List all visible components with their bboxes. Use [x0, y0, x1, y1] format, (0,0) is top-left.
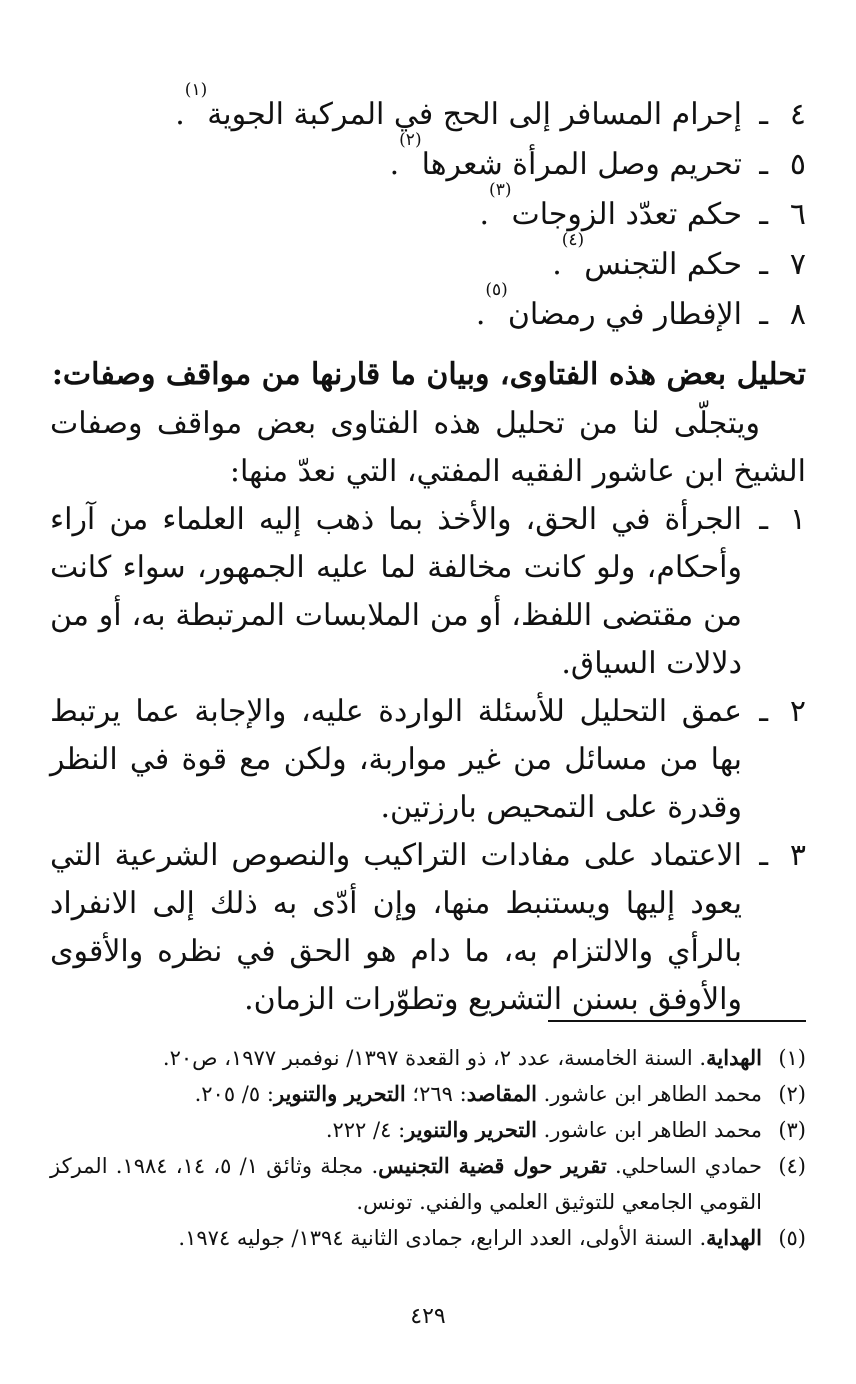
footnote-text: [50, 1112, 762, 1148]
footnote-text: [50, 1220, 762, 1256]
footnote-number: (٢): [778, 1082, 806, 1106]
item-text: الإفطار في رمضان: [507, 297, 742, 332]
footnote-text: [50, 1040, 762, 1076]
item-dash: ـ: [759, 97, 768, 132]
footnote: [50, 1220, 806, 1256]
footnote-text: [50, 1076, 762, 1112]
item-text: عمق التحليل للأسئلة الواردة عليه، والإجابة عما يرتبط بها من مسائل من غير مواربة، ولكن مع قوة في النظر وقدرة على التمحيص بارزتين.: [50, 694, 742, 825]
footnote-ref[interactable]: (٤): [561, 230, 585, 250]
list-item: [50, 280, 806, 340]
list-item: [50, 832, 806, 1024]
footnotes: [50, 1040, 806, 1256]
item-end: .: [175, 97, 185, 132]
list-item: [50, 130, 806, 190]
item-number: ٨: [789, 297, 806, 332]
item-dash: ـ: [759, 502, 768, 537]
item-text: تحريم وصل المرأة شعرها: [421, 147, 742, 182]
item-dash: ـ: [759, 247, 768, 282]
footnote-segment: محمد الطاهر ابن عاشور.: [536, 1082, 762, 1106]
footnote-number: (٥): [778, 1226, 806, 1250]
item-end: .: [475, 297, 486, 332]
footnote: [50, 1112, 806, 1148]
footnote-segment: . السنة الخامسة، عدد ٢، ذو القعدة ١٣٩٧/ نوفمبر ١٩٧٧، ص٢٠.: [162, 1046, 707, 1070]
footnote: [50, 1148, 806, 1220]
footnote-segment: : ٤/ ٢٢٢.: [325, 1118, 406, 1142]
list-item: [50, 80, 806, 140]
main-text: [50, 80, 806, 1024]
item-dash: ـ: [759, 197, 768, 232]
source-title: التحرير والتنوير: [273, 1081, 406, 1106]
list-item: [50, 230, 806, 290]
source-title: المقاصد: [466, 1081, 537, 1106]
item-text: حكم تعدّد الزوجات: [511, 197, 742, 232]
item-end: .: [552, 247, 562, 282]
item-dash: ـ: [759, 147, 768, 182]
source-title: التحرير والتنوير: [405, 1117, 537, 1142]
traits-list: [50, 496, 806, 1024]
fatwa-list: [50, 80, 806, 340]
footnote-segment: : ٥/ ٢٠٥.: [194, 1082, 274, 1106]
footnote-number: (٤): [778, 1154, 806, 1178]
item-end: .: [389, 147, 400, 182]
item-number: ١: [789, 502, 806, 537]
item-dash: ـ: [759, 694, 768, 729]
footnote-segment: . مجلة وثائق ١/ ٥، ١٤، ١٩٨٤. المركز القومي الجامعي للتوثيق العلمي والفني. تونس.: [50, 1154, 762, 1214]
footnote: [50, 1040, 806, 1076]
footnote-segment: محمد الطاهر ابن عاشور.: [536, 1118, 762, 1142]
list-item: [50, 496, 806, 688]
source-title: الهداية: [706, 1225, 762, 1250]
section-heading: تحليل بعض هذه الفتاوى، وبيان ما قارنها من مواقف وصفات:: [51, 357, 806, 392]
footnote-segment: . السنة الأولى، العدد الرابع، جمادى الثانية ١٣٩٤/ جوليه ١٩٧٤.: [178, 1226, 707, 1250]
item-text: حكم التجنس: [584, 247, 742, 282]
item-dash: ـ: [759, 297, 768, 332]
footnote-separator: [548, 1020, 806, 1022]
item-dash: ـ: [759, 838, 768, 873]
footnote-ref[interactable]: (١): [184, 80, 208, 100]
item-end: .: [479, 197, 490, 232]
item-number: ٦: [789, 197, 806, 232]
footnote: [50, 1076, 806, 1112]
footnote-text: [50, 1148, 762, 1220]
source-title: الهداية: [706, 1045, 762, 1070]
item-text: الجرأة في الحق، والأخذ بما ذهب إليه العلماء من آراء وأحكام، ولو كانت مخالفة لما عليه الجمهور، سواء كانت من مقتضى اللفظ، أو من الملابسات المرتبطة به، أو من دلالات السياق.: [50, 502, 742, 681]
page-number: ٤٢٩: [410, 1304, 446, 1329]
footnote-segment: : ٢٦٩؛: [405, 1082, 467, 1106]
item-number: ٥: [789, 147, 806, 182]
footnote-number: (١): [778, 1046, 806, 1070]
item-number: ٣: [789, 838, 806, 873]
list-item: [50, 180, 806, 240]
footnote-number: (٣): [778, 1118, 806, 1142]
footnote-ref[interactable]: (٣): [489, 180, 512, 200]
item-number: ٤: [789, 97, 806, 132]
item-text: إحرام المسافر إلى الحج في المركبة الجوية: [207, 97, 742, 132]
footnote-ref[interactable]: (٥): [485, 280, 508, 300]
item-number: ٧: [789, 247, 806, 282]
item-text: الاعتماد على مفادات التراكيب والنصوص الشرعية التي يعود إليها ويستنبط منها، وإن أدّى به ذلك إلى الانفراد بالرأي والالتزام به، ما دام هو الحق في نظره والأقوى والأوفق بسنن التشريع وتطوّرات الزمان.: [50, 838, 742, 1017]
footnote-ref[interactable]: (٢): [399, 130, 422, 150]
source-title: تقرير حول قضية التجنيس: [378, 1153, 607, 1178]
item-number: ٢: [789, 694, 806, 729]
list-item: [50, 688, 806, 832]
intro-paragraph: ويتجلّى لنا من تحليل هذه الفتاوى بعض مواقف وصفات الشيخ ابن عاشور الفقيه المفتي، التي نعدّ منها:: [50, 406, 806, 489]
footnote-segment: حمادي الساحلي.: [606, 1154, 763, 1178]
